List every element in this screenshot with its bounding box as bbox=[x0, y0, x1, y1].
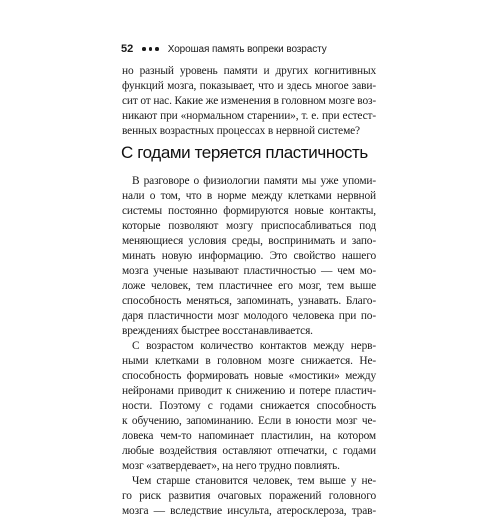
intro-line: никают при «нормальном старении», т. е. при естест- bbox=[122, 110, 376, 122]
dot-icon bbox=[142, 47, 146, 51]
paragraph-line: мозг «затвердевает», на него трудно повлиять. bbox=[122, 460, 340, 472]
intro-line: функций мозга, показывает, что и здесь многое зави- bbox=[122, 80, 376, 92]
paragraph-line: способность формировать новые «мостики» между bbox=[122, 370, 376, 382]
intro-line: венных возрастных процессах в нервной системе? bbox=[122, 125, 360, 137]
dot-icon bbox=[155, 47, 159, 51]
page-header bbox=[121, 41, 327, 57]
paragraph-line: го риск развития очаговых поражений головного bbox=[122, 490, 376, 502]
paragraph-line: ловека чем-то напоминает пластилин, на котором bbox=[122, 430, 376, 442]
paragraph-line: которые позволяют мозгу приспосабливаться под bbox=[122, 220, 376, 232]
paragraph-line: мозга — вследствие инсульта, атеросклероза, трав- bbox=[122, 505, 376, 517]
page-number: 52 bbox=[121, 43, 134, 55]
intro-line: сит от нас. Какие же изменения в головном мозге воз- bbox=[122, 95, 376, 107]
paragraph-line: вреждениях быстрее восстанавливается. bbox=[122, 325, 313, 337]
paragraph-line: даря пластичности мозг молодого человека при по- bbox=[122, 310, 376, 322]
paragraph-line: ности. Поэтому с годами снижается способность bbox=[122, 400, 376, 412]
paragraph-line: меняющиеся условия среды, воспринимать и запо- bbox=[122, 235, 376, 247]
paragraph-line: мозга ученые называют пластичностью — чем мо- bbox=[122, 265, 376, 277]
paragraph-line: способность меняться, запоминать, узнавать. Благо- bbox=[122, 295, 376, 307]
paragraph-line: любые воздействия оставляют отпечатки, с годами bbox=[122, 445, 376, 457]
separator-dots-icon bbox=[142, 47, 159, 51]
section-title: С годами теряется пластичность bbox=[121, 143, 368, 162]
paragraph-line: Чем старше становится человек, тем выше у не- bbox=[132, 475, 376, 487]
paragraph-line: нейронами приводит к снижению и потере пластич- bbox=[122, 385, 376, 397]
paragraph-line: ными клетками в головном мозге снижается. Не- bbox=[122, 355, 376, 367]
paragraph-line: нали о том, что в норме между клетками нервной bbox=[122, 190, 376, 202]
paragraph-line: к обучению, запоминанию. Если в юности мозг че- bbox=[122, 415, 376, 427]
paragraph-line: В разговоре о физиологии памяти мы уже упоми- bbox=[132, 175, 376, 187]
paragraph-line: минать новую информацию. Это свойство нашего bbox=[122, 250, 376, 262]
intro-line: но разный уровень памяти и других когнитивных bbox=[122, 65, 376, 77]
paragraph-line: С возрастом количество контактов между нерв- bbox=[132, 340, 376, 352]
paragraph-line: ложе человек, тем пластичнее его мозг, тем выше bbox=[122, 280, 376, 292]
paragraph-line: системы постоянно формируются новые контакты, bbox=[122, 205, 376, 217]
dot-icon bbox=[149, 47, 153, 51]
running-title: Хорошая память вопреки возрасту bbox=[167, 43, 327, 55]
